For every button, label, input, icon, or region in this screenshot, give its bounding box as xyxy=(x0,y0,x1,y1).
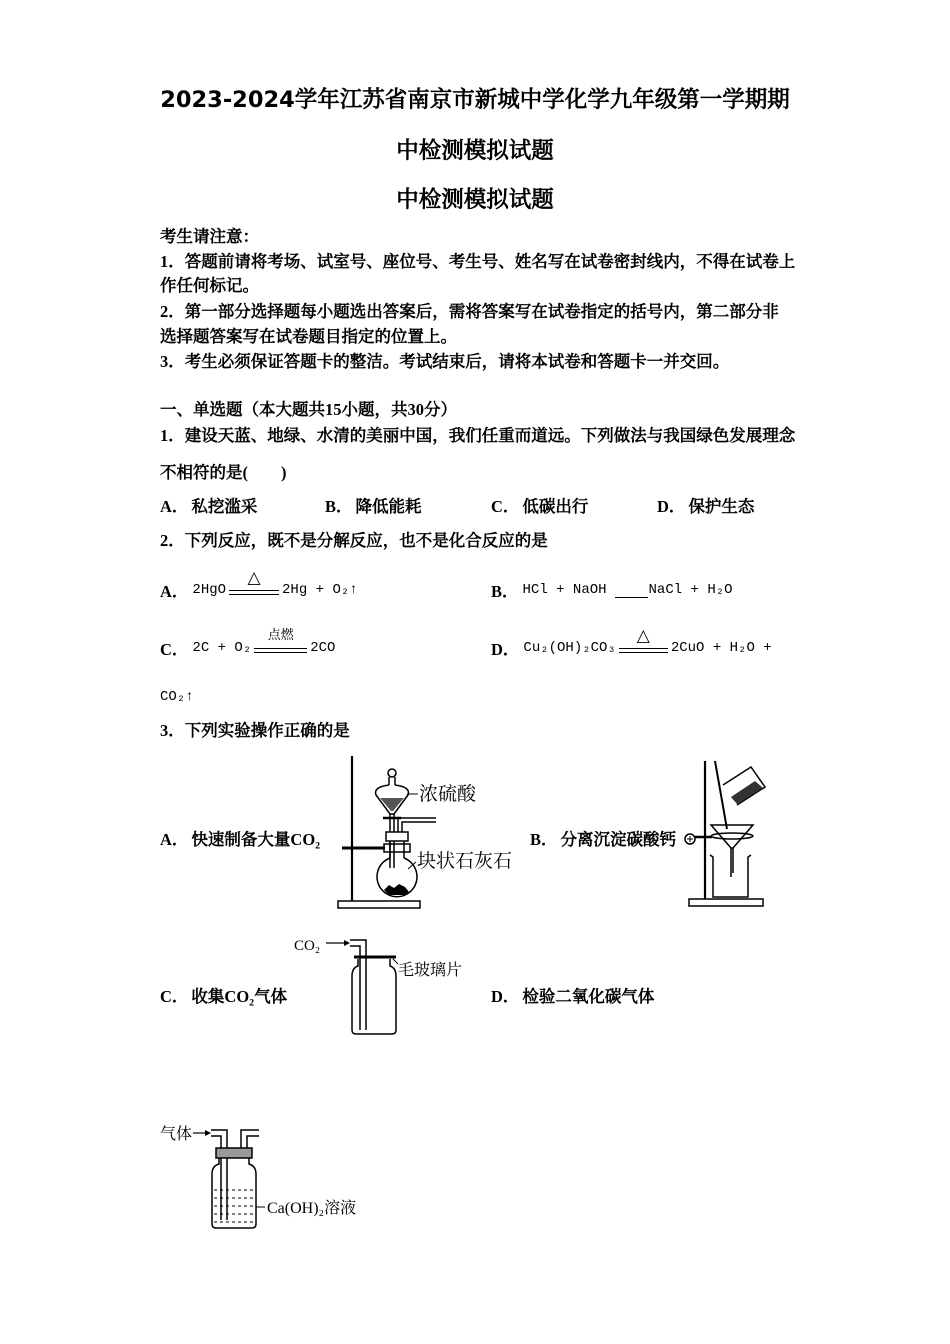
equation-reactants: Cu₂(OH)₂CO₃ xyxy=(523,640,616,656)
equation-reactants: 2HgO xyxy=(192,582,227,598)
outlet-tube xyxy=(241,1130,259,1148)
apparatus xyxy=(685,761,765,906)
option-letter: A． xyxy=(160,497,189,516)
notice-line: 3．考生必须保证答题卡的整洁。考试结束后，请将本试卷和答题卡一并交回。 xyxy=(160,352,730,371)
glass-rod xyxy=(715,761,727,829)
figure-label-concentrated-sulfuric-acid: 浓硫酸 xyxy=(419,784,477,805)
apparatus xyxy=(338,756,436,908)
question-1-option-c xyxy=(491,496,588,518)
option-text: 检验二氧化碳气体 xyxy=(522,987,655,1006)
question-1-option-a xyxy=(160,496,257,518)
question-3-option-d xyxy=(491,986,654,1008)
single-line-equals xyxy=(615,597,648,598)
option-text: 分离沉淀碳酸钙 xyxy=(560,830,677,849)
option-text: 降低能耗 xyxy=(355,497,422,516)
reaction-arrow xyxy=(615,579,648,601)
document-title-line-1: 2023-2024学年江苏省南京市新城中学化学九年级第一学期期 xyxy=(160,87,790,113)
reaction-condition: △ xyxy=(636,626,650,646)
pouring-liquid xyxy=(731,781,763,804)
equation-products-continued: CO₂↑ xyxy=(160,689,194,705)
document-title-line-2: 中检测模拟试题 xyxy=(396,138,554,164)
question-3-option-c xyxy=(160,986,287,1008)
question-2-option-c xyxy=(160,628,336,659)
filter-funnel xyxy=(711,825,753,848)
reaction-condition: △ xyxy=(247,568,261,588)
funnel-stopper xyxy=(388,769,396,777)
option-text: 保护生态 xyxy=(688,497,755,516)
option-text: 低碳出行 xyxy=(522,497,589,516)
question-3-option-b xyxy=(530,829,676,851)
notice-line: 1．答题前请将考场、试室号、座位号、考生号、姓名写在试卷密封线内，不得在试卷上 xyxy=(160,252,796,271)
equation-products: 2Hg + O₂↑ xyxy=(282,582,358,598)
option-letter: D． xyxy=(491,640,520,659)
option-letter: C． xyxy=(491,497,520,516)
flask-stopper xyxy=(386,832,408,841)
iron-ring xyxy=(711,833,753,839)
option-letter: C． xyxy=(160,987,189,1006)
option-letter: A． xyxy=(160,830,189,849)
reaction-arrow xyxy=(229,568,279,601)
clamp-screw-cross xyxy=(687,836,693,842)
option-text: 快速制备大量CO₂ xyxy=(191,830,321,849)
option-letter: D． xyxy=(491,987,520,1006)
question-2-option-a xyxy=(160,568,358,601)
figure-label-frosted-glass-plate: 毛玻璃片 xyxy=(398,962,463,979)
question-1-stem: 1．建设天蓝、地绿、水清的美丽中国，我们任重而道远。下列做法与我国绿色发展理念 xyxy=(160,426,796,445)
figure-label-lump-limestone: 块状石灰石 xyxy=(417,851,513,872)
notice-line: 2．第一部分选择题每小题选出答案后，需将答案写在试卷指定的括号内，第二部分非 xyxy=(160,302,779,321)
equation-products: 2CuO + H₂O + xyxy=(670,640,772,656)
inlet-tube xyxy=(211,1130,227,1220)
funnel-neck xyxy=(389,777,395,785)
limestone-lumps xyxy=(384,884,409,895)
double-line-equals xyxy=(254,648,307,653)
reaction-arrow xyxy=(619,626,668,659)
figure-co2-test xyxy=(155,1118,370,1238)
double-line-equals xyxy=(229,590,279,595)
arrowhead xyxy=(205,1130,211,1136)
question-1-option-b xyxy=(325,496,422,518)
figure-label-limewater: Ca(OH)₂溶液 xyxy=(267,1200,357,1217)
option-letter: D． xyxy=(657,497,686,516)
document-title-line-3: 中检测模拟试题 xyxy=(396,187,554,213)
reaction-condition: 点燃 xyxy=(267,628,294,643)
option-text: 私挖滥采 xyxy=(191,497,258,516)
gas-washing-bottle xyxy=(212,1158,256,1228)
apparatus xyxy=(193,1130,265,1228)
notice-heading: 考生请注意： xyxy=(160,227,259,246)
option-letter: B． xyxy=(325,497,353,516)
equation-reactants: HCl + NaOH xyxy=(522,582,607,598)
question-3-option-a xyxy=(160,829,320,851)
equation-products: 2CO xyxy=(310,640,336,656)
figure-label-co2: CO₂ xyxy=(294,938,321,954)
equation-products: NaCl + H₂O xyxy=(648,582,733,598)
option-letter: C． xyxy=(160,640,189,659)
question-2-option-b xyxy=(491,579,733,601)
option-letter: B． xyxy=(491,582,519,601)
limewater-liquid xyxy=(214,1190,254,1222)
section-heading: 一、单选题（本大题共15小题，共30分） xyxy=(160,400,457,419)
question-2-option-d xyxy=(491,626,772,659)
gas-collecting-bottle xyxy=(352,959,396,1034)
question-2-stem: 2．下列反应，既不是分解反应，也不是化合反应的是 xyxy=(160,531,548,550)
stand-base xyxy=(689,899,763,906)
figure-gas-collection xyxy=(290,930,465,1040)
arrowhead xyxy=(344,940,350,946)
option-text: 收集CO₂气体 xyxy=(191,987,288,1006)
figure-filtration xyxy=(675,755,785,915)
reaction-arrow xyxy=(254,628,307,659)
equation-reactants: 2C + O₂ xyxy=(192,640,252,656)
question-1-option-d xyxy=(657,496,754,518)
figure-label-gas: 气体 xyxy=(160,1126,193,1143)
notice-line: 作任何标记。 xyxy=(160,276,259,295)
funnel-stem xyxy=(731,848,733,877)
option-letter: B． xyxy=(530,830,558,849)
notice-line: 选择题答案写在试卷题目指定的位置上。 xyxy=(160,327,457,346)
question-1-stem-continued: 不相符的是( ) xyxy=(160,463,287,482)
apparatus xyxy=(326,940,398,1034)
stand-base xyxy=(338,901,420,908)
rubber-stopper xyxy=(216,1148,252,1158)
option-letter: A． xyxy=(160,582,189,601)
question-3-stem: 3．下列实验操作正确的是 xyxy=(160,721,350,740)
double-line-equals xyxy=(619,648,668,653)
stand-clamp-jaw xyxy=(384,844,410,852)
figure-co2-generator xyxy=(320,752,520,912)
